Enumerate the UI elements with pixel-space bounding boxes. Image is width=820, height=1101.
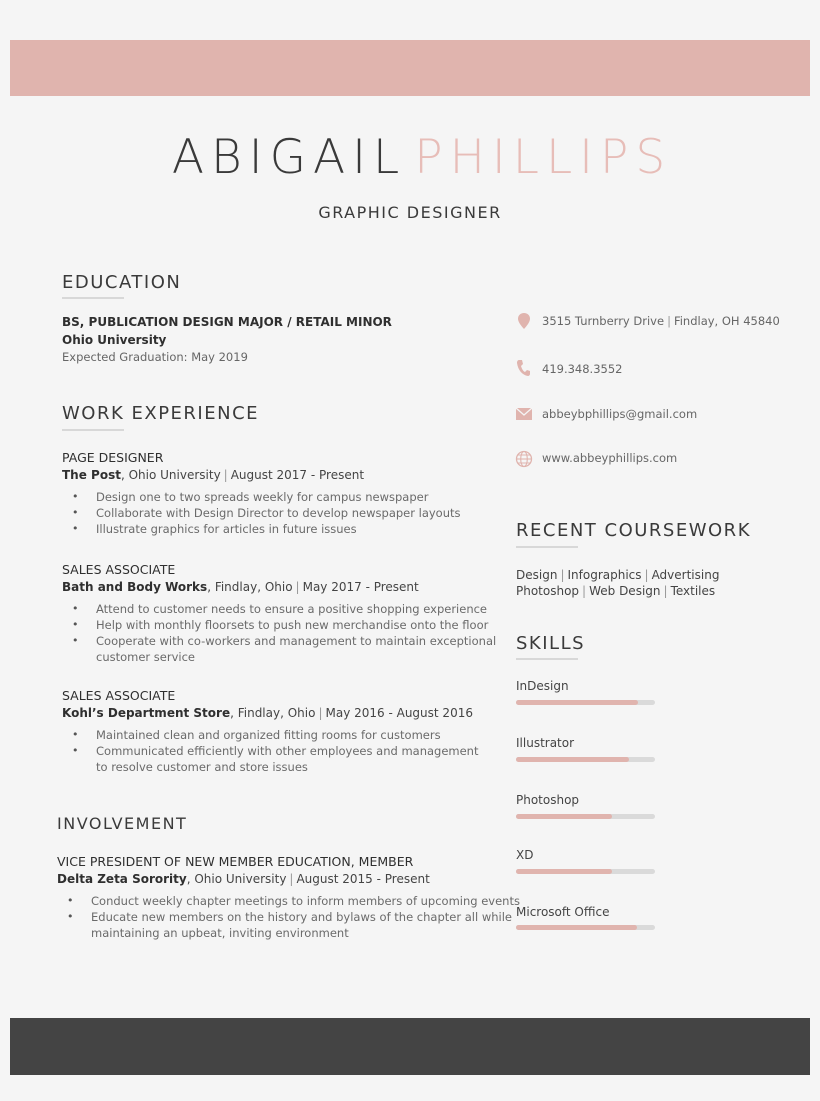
list-item: • Maintained clean and organized fitting rooms for customers [62,727,478,743]
involvement-heading: INVOLVEMENT [57,814,188,833]
coursework-row: Photoshop | Web Design | Textiles [516,584,716,598]
contact-address: 3515 Turnberry Drive [542,314,665,328]
job-dates: May 2017 - Present [302,580,419,594]
skill-bar-fill [516,925,637,930]
work-heading: WORK EXPERIENCE [62,403,260,424]
last-name: PHILLIPS [414,130,673,185]
job-role: SALES ASSOCIATE [62,688,176,703]
candidate-name [0,128,820,188]
skills-heading: SKILLS [516,633,586,654]
course-item: Textiles [670,584,716,598]
envelope-icon [515,405,533,423]
job-title: GRAPHIC DESIGNER [318,203,502,222]
skill-name: Illustrator [516,736,575,750]
coursework-heading: RECENT COURSEWORK [516,520,751,541]
list-item-continuation: customer service [96,650,196,664]
skill-bar-fill [516,700,638,705]
contact-website: www.abbeyphillips.com [542,451,678,465]
education-graduation: Expected Graduation: May 2019 [62,350,248,364]
involvement-org-line: Delta Zeta Sorority, Ohio University | August 2015 - Present [57,872,430,886]
skill-bar-fill [516,869,612,874]
list-item: • Design one to two spreads weekly for campus newspaper [62,489,461,505]
list-item: • Attend to customer needs to ensure a positive shopping experience [62,601,496,617]
skill-name: InDesign [516,679,569,693]
course-item: Infographics [567,568,642,582]
job-bullets [62,727,478,775]
list-item-continuation: maintaining an upbeat, inviting environment [91,926,349,940]
job-location: , Ohio University [120,468,221,482]
skill-bar-fill [516,757,629,762]
list-item: • Help with monthly floorsets to push new merchandise onto the floor [62,617,496,633]
contact-phone: 419.348.3552 [542,362,623,376]
education-rule [62,297,124,299]
involvement-role: VICE PRESIDENT OF NEW MEMBER EDUCATION, MEMBER [57,854,414,869]
skill-name: Microsoft Office [516,905,610,919]
job-employer-line: Bath and Body Works, Findlay, Ohio | May 2017 - Present [62,580,419,594]
coursework-row: Design | Infographics | Advertising [516,568,720,582]
involvement-org: Delta Zeta Sorority [57,872,187,886]
course-item: Design [516,568,558,582]
contact-city: Findlay, OH 45840 [673,314,780,328]
job-dates: August 2017 - Present [230,468,365,482]
job-dates: May 2016 - August 2016 [325,706,473,720]
list-item: • Educate new members on the history and bylaws of the chapter all while [57,909,520,925]
skill-bar [516,814,655,819]
involvement-bullets [57,893,520,941]
job-role: SALES ASSOCIATE [62,562,176,577]
skill-name: XD [516,848,534,862]
job-employer-line: Kohl’s Department Store, Findlay, Ohio | May 2016 - August 2016 [62,706,473,720]
footer-band [10,1018,810,1075]
education-school: Ohio University [62,333,167,347]
globe-icon [515,450,533,468]
skill-bar [516,757,655,762]
job-role: PAGE DESIGNER [62,450,164,465]
coursework-rule [516,546,578,548]
location-pin-icon [515,312,533,330]
contact-email: abbeybphillips@gmail.com [542,407,698,421]
course-item: Photoshop [516,584,580,598]
list-item-continuation: to resolve customer and store issues [96,760,308,774]
skill-bar [516,869,655,874]
job-bullets [62,489,461,537]
involvement-dates: August 2015 - Present [296,872,430,886]
header-accent-band [10,40,810,96]
first-name: ABIGAIL [171,130,407,185]
skill-bar [516,925,655,930]
job-location: , Findlay, Ohio [230,706,316,720]
skill-bar [516,700,655,705]
list-item: • Cooperate with co-workers and management to maintain exceptional [62,633,496,649]
list-item: • Illustrate graphics for articles in future issues [62,521,461,537]
skill-bar-fill [516,814,612,819]
job-location: , Findlay, Ohio [207,580,293,594]
job-bullets [62,601,496,665]
education-degree: BS, PUBLICATION DESIGN MAJOR / RETAIL MINOR [62,315,392,329]
job-employer: Bath and Body Works [62,580,208,594]
job-employer-line: The Post, Ohio University | August 2017 - Present [62,468,365,482]
contact-address-line: 3515 Turnberry Drive | Findlay, OH 45840 [542,314,780,328]
phone-icon [515,359,533,377]
job-employer: Kohl’s Department Store [62,706,231,720]
list-item: • Conduct weekly chapter meetings to inform members of upcoming events [57,893,520,909]
list-item: • Collaborate with Design Director to develop newspaper layouts [62,505,461,521]
list-item: • Communicated efficiently with other employees and management [62,743,478,759]
job-employer: The Post [62,468,121,482]
course-item: Advertising [651,568,720,582]
skills-rule [516,658,578,660]
education-heading: EDUCATION [62,272,182,293]
skill-name: Photoshop [516,793,580,807]
work-rule [62,429,124,431]
course-item: Web Design [589,584,661,598]
involvement-location: , Ohio University [186,872,287,886]
